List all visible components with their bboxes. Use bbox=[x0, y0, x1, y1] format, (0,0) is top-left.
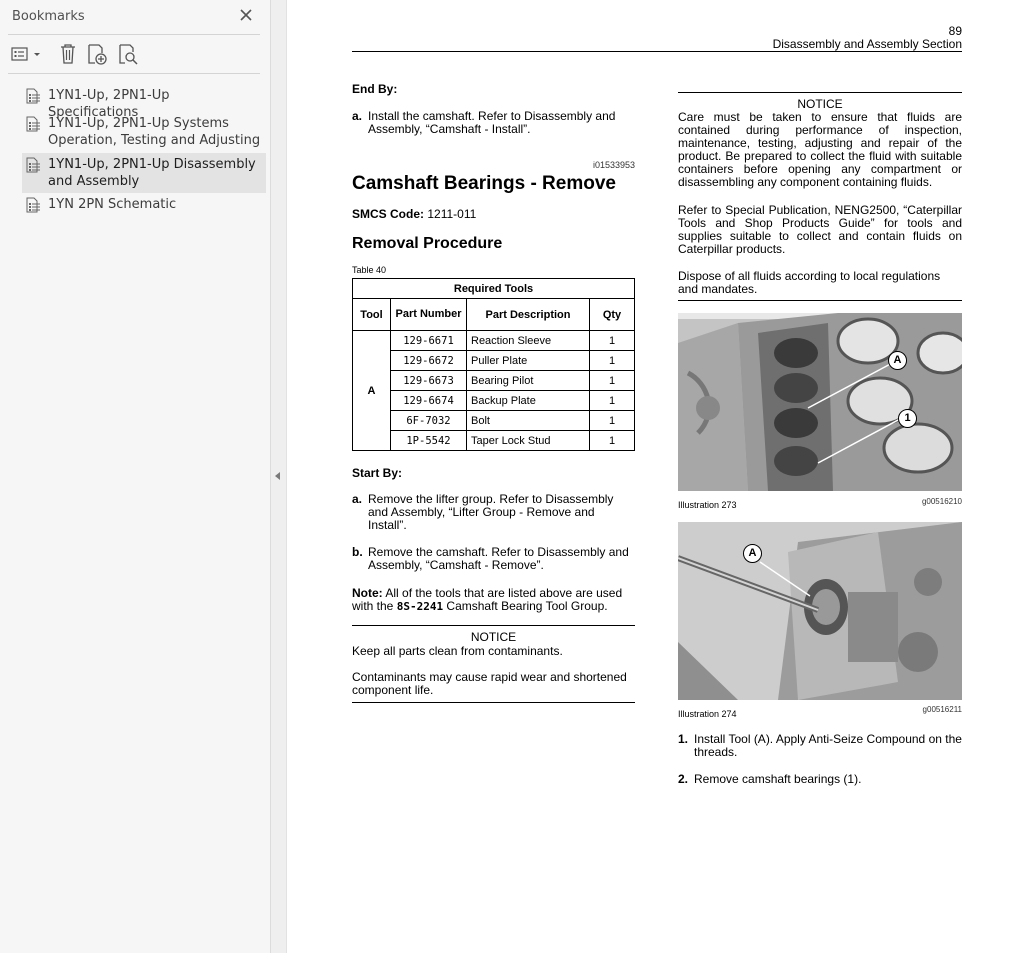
part-number: 129-6673 bbox=[391, 371, 467, 391]
part-number: 129-6671 bbox=[391, 331, 467, 351]
bookmark-item-systems-operation[interactable] bbox=[22, 112, 266, 152]
step-text: Install Tool (A). Apply Anti-Seize Compound on the threads. bbox=[694, 732, 962, 759]
start-by-heading: Start By: bbox=[352, 466, 403, 480]
reference-id: i01533953 bbox=[592, 160, 635, 170]
notice-text: Keep all parts clean from contaminants. bbox=[352, 644, 563, 658]
bookmark-icon bbox=[25, 116, 41, 132]
illustration-caption: Illustration 274 bbox=[678, 709, 737, 719]
column-header: Tool bbox=[353, 299, 391, 331]
end-by-step bbox=[352, 110, 635, 136]
illustration-caption: Illustration 273 bbox=[678, 500, 737, 510]
notice-rule bbox=[678, 92, 962, 93]
divider bbox=[8, 73, 260, 74]
procedure-step-1 bbox=[678, 733, 962, 759]
step-marker: a. bbox=[352, 492, 363, 506]
part-number: 129-6674 bbox=[391, 391, 467, 411]
note-text: All of the tools that are listed above are used with the bbox=[352, 586, 623, 613]
bookmark-item-schematic[interactable] bbox=[22, 193, 266, 216]
bookmark-icon bbox=[25, 88, 41, 104]
qty: 1 bbox=[590, 411, 635, 431]
qty: 1 bbox=[590, 391, 635, 411]
table-row bbox=[353, 331, 635, 351]
bookmarks-panel bbox=[0, 0, 271, 953]
procedure-step-2 bbox=[678, 773, 962, 786]
document-page bbox=[288, 0, 1024, 953]
bookmark-label: 1YN 2PN Schematic bbox=[48, 197, 177, 212]
close-icon[interactable] bbox=[236, 5, 256, 25]
callout-label: A bbox=[743, 544, 762, 563]
bookmark-search-icon[interactable] bbox=[116, 42, 140, 66]
start-by-step-b bbox=[352, 546, 635, 572]
notice-rule bbox=[352, 625, 635, 626]
qty: 1 bbox=[590, 351, 635, 371]
bookmark-label: 1YN1-Up, 2PN1-Up Specifications bbox=[48, 88, 170, 120]
section-header: Disassembly and Assembly Section bbox=[772, 37, 962, 51]
illustration-id: g00516210 bbox=[921, 497, 962, 506]
callout-label: A bbox=[888, 351, 907, 370]
step-marker: 2. bbox=[678, 772, 689, 786]
bookmarks-header bbox=[0, 0, 271, 34]
step-marker: a. bbox=[352, 109, 363, 123]
notice-rule bbox=[352, 702, 635, 703]
removal-procedure-heading: Removal Procedure bbox=[352, 235, 503, 252]
tool-letter: A bbox=[353, 331, 391, 451]
delete-icon[interactable] bbox=[56, 42, 80, 66]
part-description: Bearing Pilot bbox=[467, 371, 590, 391]
section-title: Camshaft Bearings - Remove bbox=[352, 173, 616, 194]
options-menu-icon[interactable] bbox=[10, 42, 44, 66]
part-description: Bolt bbox=[467, 411, 590, 431]
table-row bbox=[353, 371, 635, 391]
part-number: 129-6672 bbox=[391, 351, 467, 371]
part-description: Taper Lock Stud bbox=[467, 431, 590, 451]
step-marker: 1. bbox=[678, 732, 689, 746]
table-row bbox=[353, 351, 635, 371]
end-by-heading: End By: bbox=[352, 82, 398, 96]
column-header: Part Description bbox=[467, 299, 590, 331]
page-number: 89 bbox=[948, 24, 962, 38]
collapse-panel-icon[interactable] bbox=[275, 472, 280, 480]
notice-rule bbox=[678, 300, 962, 301]
step-text: Remove the lifter group. Refer to Disassembly and Assembly, “Lifter Group - Remove and Install”. bbox=[368, 492, 614, 532]
notice-text: Care must be taken to ensure that fluids are contained during performance of inspection, maintenance, testing, adjusting and repair of the product. Be prepared to collect the fluid with suitable containers before opening any compartment or disassembling any component containing fluids. bbox=[678, 110, 962, 189]
notice-text: Dispose of all fluids according to local regulations and mandates. bbox=[678, 269, 941, 296]
illustration-273-photo bbox=[678, 313, 962, 491]
part-number: 1P-5542 bbox=[391, 431, 467, 451]
qty: 1 bbox=[590, 331, 635, 351]
qty: 1 bbox=[590, 371, 635, 391]
bookmarks-toolbar bbox=[0, 38, 271, 70]
note-part-number: 8S-2241 bbox=[396, 600, 444, 613]
note-text: Camshaft Bearing Tool Group. bbox=[446, 599, 608, 613]
header-rule bbox=[352, 51, 962, 52]
table-row bbox=[353, 431, 635, 451]
table-title: Required Tools bbox=[353, 279, 635, 299]
illustration-274-photo bbox=[678, 522, 962, 700]
bookmark-icon bbox=[25, 197, 41, 213]
smcs-value: 1211-011 bbox=[427, 207, 477, 221]
step-text: Install the camshaft. Refer to Disassembly and Assembly, “Camshaft - Install”. bbox=[368, 109, 616, 136]
qty: 1 bbox=[590, 431, 635, 451]
step-marker: b. bbox=[352, 545, 363, 559]
part-description: Reaction Sleeve bbox=[467, 331, 590, 351]
table-caption: Table 40 bbox=[352, 265, 387, 275]
notice-heading: NOTICE bbox=[797, 97, 843, 111]
column-header: Part Number bbox=[391, 299, 467, 331]
step-text: Remove camshaft bearings (1). bbox=[694, 772, 862, 786]
smcs-label: SMCS Code: bbox=[352, 207, 424, 221]
column-header: Qty bbox=[590, 299, 635, 331]
required-tools-table bbox=[352, 278, 635, 451]
note-label: Note: bbox=[352, 586, 383, 600]
bookmark-label: 1YN1-Up, 2PN1-Up Systems Operation, Testing and Adjusting bbox=[48, 116, 261, 148]
part-description: Puller Plate bbox=[467, 351, 590, 371]
bookmark-icon bbox=[25, 157, 41, 173]
callout-label: 1 bbox=[898, 409, 917, 428]
table-row bbox=[353, 391, 635, 411]
bookmarks-title: Bookmarks bbox=[12, 9, 85, 24]
add-bookmark-icon[interactable] bbox=[85, 42, 109, 66]
smcs-code bbox=[352, 207, 476, 221]
notice-heading: NOTICE bbox=[470, 630, 517, 644]
step-text: Remove the camshaft. Refer to Disassembly and Assembly, “Camshaft - Remove”. bbox=[368, 545, 629, 572]
table-row bbox=[353, 411, 635, 431]
part-number: 6F-7032 bbox=[391, 411, 467, 431]
divider bbox=[8, 34, 260, 35]
notice-text: Contaminants may cause rapid wear and shortened component life. bbox=[352, 670, 627, 697]
bookmark-item-disassembly[interactable] bbox=[22, 153, 266, 193]
bookmark-label: 1YN1-Up, 2PN1-Up Disassembly and Assembly bbox=[48, 157, 256, 189]
illustration-id: g00516211 bbox=[922, 705, 962, 714]
part-description: Backup Plate bbox=[467, 391, 590, 411]
note-paragraph bbox=[352, 587, 635, 613]
start-by-step-a bbox=[352, 493, 635, 532]
notice-text: Refer to Special Publication, NENG2500, “Caterpillar Tools and Shop Products Guide” for tools and supplies suitable to collect and contain fluids on Caterpillar products. bbox=[678, 203, 962, 256]
